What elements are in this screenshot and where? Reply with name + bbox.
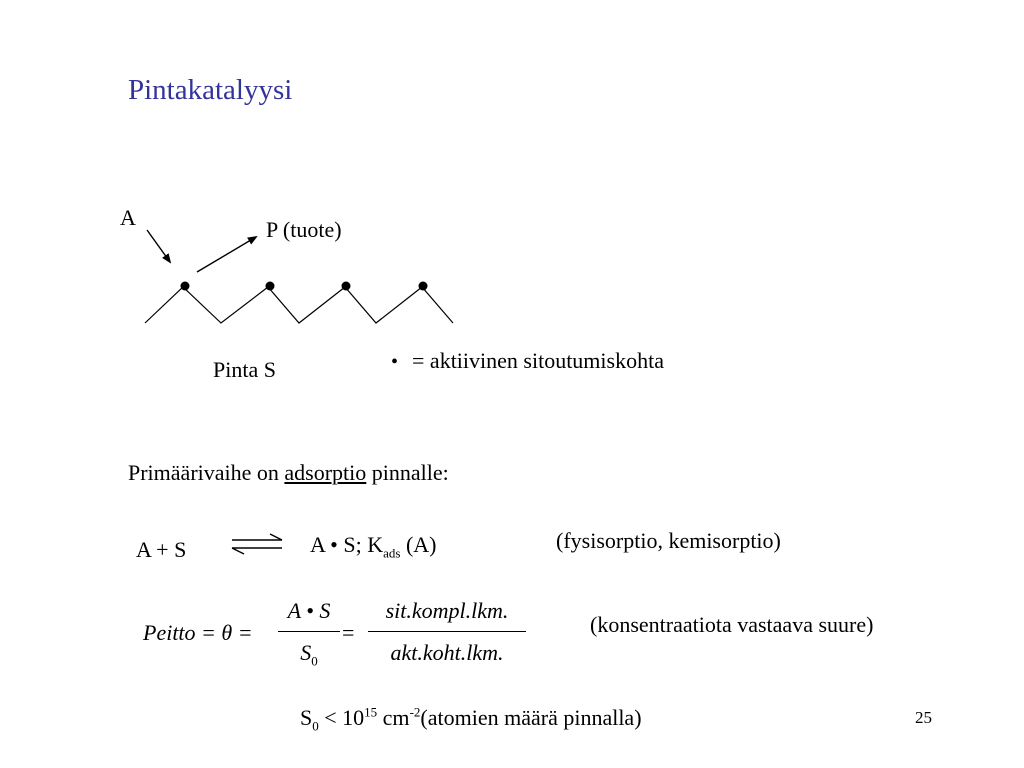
legend	[391, 348, 664, 374]
label-product-p: P (tuote)	[266, 217, 342, 242]
reaction-right-main: A • S; K	[310, 532, 384, 557]
active-site-dot	[342, 282, 351, 291]
s-subscript: 0	[312, 718, 319, 734]
reaction-right-end: (A)	[400, 532, 437, 557]
fraction2-line	[368, 631, 526, 632]
active-site-dot	[419, 282, 428, 291]
equation-lhs: Peitto = θ =	[143, 620, 253, 645]
reaction-note: (fysisorptio, kemisorptio)	[556, 528, 781, 553]
primary-text-underlined: adsorptio	[284, 460, 367, 485]
reaction-right	[310, 532, 437, 561]
equation-equals: =	[342, 620, 355, 645]
unit-cm: cm	[377, 705, 410, 730]
less-than-ten: < 10	[318, 705, 365, 730]
density-description: (atomien määrä pinnalla)	[420, 705, 642, 730]
surface-zigzag-line	[145, 287, 453, 323]
equilibrium-arrow-backward-head	[232, 548, 244, 554]
adsorption-arrow	[147, 230, 170, 262]
fraction1-numerator: A • S	[287, 598, 331, 623]
legend-dot: •	[391, 351, 399, 373]
fraction1-den-sub: 0	[311, 653, 318, 669]
unit-exponent: -2	[409, 704, 421, 720]
fraction2-numerator: sit.kompl.lkm.	[385, 598, 509, 623]
slide-title: Pintakatalyysi	[128, 74, 293, 106]
primary-step-text	[128, 460, 449, 486]
fraction1-den-main: S	[300, 640, 312, 665]
primary-text-start: Primäärivaihe on	[128, 460, 285, 485]
surface-density-statement	[300, 704, 642, 734]
equation-note: (konsentraatiota vastaava suure)	[590, 612, 874, 637]
s-symbol: S	[300, 705, 313, 730]
desorption-arrow	[197, 237, 256, 272]
legend-text: = aktiivinen sitoutumiskohta	[412, 348, 664, 373]
label-reactant-a: A	[120, 205, 136, 230]
page-number: 25	[915, 708, 932, 727]
fraction1-denominator	[276, 640, 342, 669]
primary-text-end: pinnalle:	[366, 460, 449, 485]
reaction-left: A + S	[136, 537, 187, 562]
reaction-k-subscript: ads	[383, 545, 401, 561]
label-surface: Pinta S	[213, 357, 276, 382]
equilibrium-arrow-forward-head	[270, 534, 282, 540]
fraction1-line	[278, 631, 340, 632]
fraction2-denominator: akt.koht.lkm.	[390, 640, 504, 665]
active-site-dot	[181, 282, 190, 291]
exponent-15: 15	[364, 704, 378, 720]
active-site-dot	[266, 282, 275, 291]
